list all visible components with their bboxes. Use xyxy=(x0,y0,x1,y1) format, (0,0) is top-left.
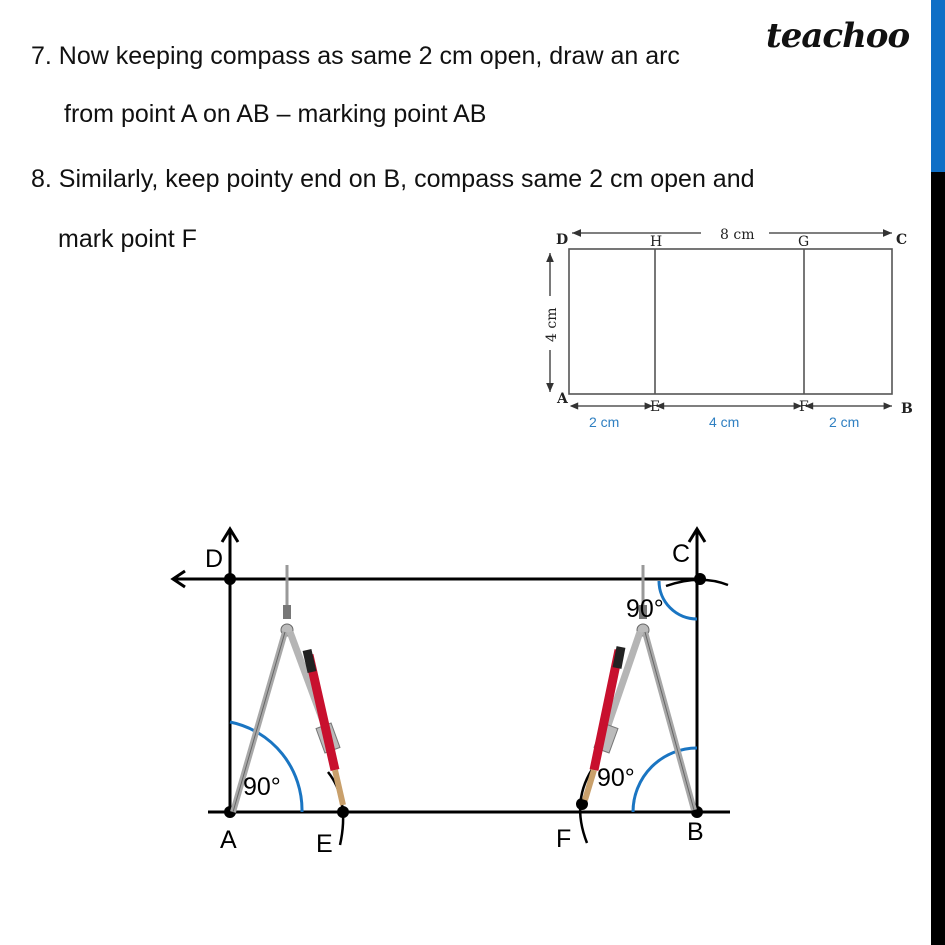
ref-length-label: 8 cm xyxy=(720,227,755,243)
step-8-line-2: mark point F xyxy=(58,225,197,253)
ref-label-B: B xyxy=(901,401,913,417)
angle-arc-C xyxy=(659,581,697,619)
ref-segment-AE: 2 cm xyxy=(589,414,620,430)
ref-width-label: 4 cm xyxy=(544,307,560,342)
angle-label-C: 90° xyxy=(626,595,664,623)
label-F: F xyxy=(556,825,572,853)
label-C: C xyxy=(672,540,691,568)
point-C xyxy=(694,573,706,585)
step-7-line-2: from point A on AB – marking point AB xyxy=(64,100,487,128)
label-A: A xyxy=(220,826,237,854)
label-E: E xyxy=(316,830,333,858)
angle-label-A: 90° xyxy=(243,773,281,801)
label-D: D xyxy=(205,545,224,573)
ref-label-H: H xyxy=(650,234,663,250)
ref-label-C: C xyxy=(896,232,908,248)
ref-label-A: A xyxy=(557,391,568,407)
angle-label-B: 90° xyxy=(597,764,635,792)
ref-segment-FB: 2 cm xyxy=(829,414,860,430)
point-E xyxy=(337,806,349,818)
label-B: B xyxy=(687,818,704,846)
teachoo-logo: teachoo xyxy=(766,16,910,56)
ref-segment-EF: 4 cm xyxy=(709,414,740,430)
ref-label-D: D xyxy=(556,232,569,248)
ref-label-F: F xyxy=(799,399,809,415)
ref-label-G: G xyxy=(798,234,810,250)
point-D xyxy=(224,573,236,585)
step-8-line-1: 8. Similarly, keep pointy end on B, compass same 2 cm open and xyxy=(31,165,755,193)
ref-label-E: E xyxy=(650,399,661,415)
step-7-line-1: 7. Now keeping compass as same 2 cm open, draw an arc xyxy=(31,42,680,70)
